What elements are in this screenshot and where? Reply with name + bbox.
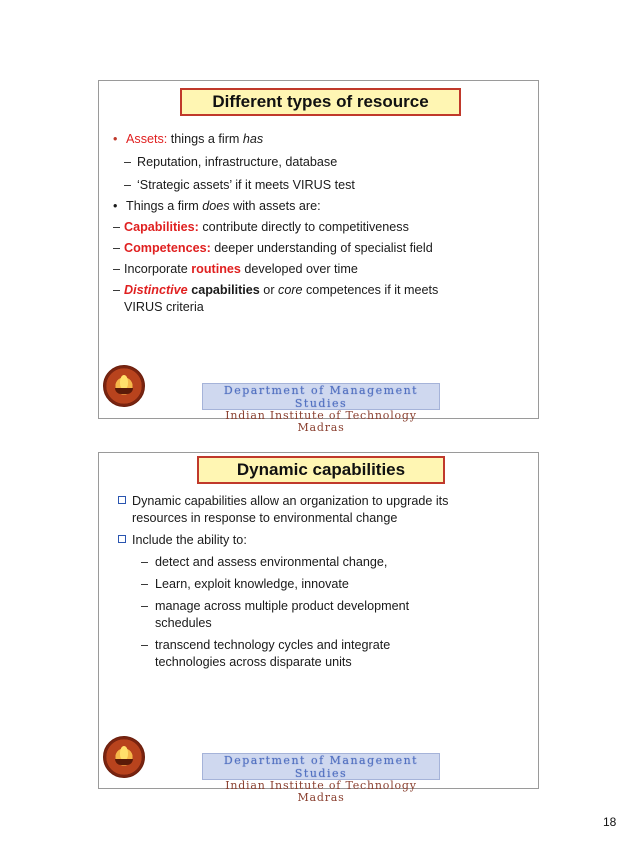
core-emphasis: core [278,283,303,297]
things-text: Things a firm [126,199,203,213]
routines-label: routines [191,262,241,276]
sub-bullet-manage-continuation [117,615,532,632]
dash-icon: – [141,577,149,591]
bullet-text: Dynamic capabilities allow an organization to upgrade its [132,494,449,508]
dash-icon: – [113,283,121,297]
capabilities-label: Capabilities: [124,220,199,234]
footer-department: Department of Management Studies [223,384,419,410]
bullet-things-firm-does [111,198,531,215]
assets-text: things a firm [167,132,243,146]
checkbox-icon [118,496,126,504]
checkbox-bullet-dynamic [117,493,532,510]
footer-institute: Indian Institute of Technology Madras [225,779,417,804]
bullet-dot-icon: • [113,132,118,146]
dash-icon: – [141,599,149,613]
item-routines [111,261,531,278]
virus-criteria-text: VIRUS criteria [124,300,204,314]
dash-icon: – [141,555,149,569]
assets-label: Assets: [126,132,168,146]
sub-bullet-detect [117,554,532,571]
or-text: or [259,283,279,297]
capabilities-text: contribute directly to competitiveness [198,220,409,234]
slide-title: Different types of resource [180,88,461,116]
item-distinctive-capabilities [111,282,531,299]
routines-text: Incorporate [124,262,192,276]
competences-text: deeper understanding of specialist field [210,241,433,255]
sub-bullet-strategic-assets [111,177,531,194]
dash-icon: – [113,220,121,234]
competences-label: Competences: [124,241,211,255]
dash-icon: – [113,262,121,276]
checkbox-bullet-continuation [117,510,532,527]
distinctive-text-end: competences if it meets [302,283,439,297]
footer-institute: Indian Institute of Technology Madras [225,409,417,434]
item-distinctive-continuation [111,299,531,316]
item-capabilities [111,219,531,236]
sub-bullet-text: Learn, exploit knowledge, innovate [155,577,349,591]
sub-bullet-text: technologies across disparate units [155,655,352,669]
checkbox-bullet-include [117,532,532,549]
item-competences [111,240,531,257]
dash-icon: – [124,155,132,169]
footer-department: Department of Management Studies [223,754,419,780]
slide-title: Dynamic capabilities [197,456,445,484]
dash-icon: – [124,178,132,192]
bullet-dot-icon: • [113,199,118,213]
footer-banner [202,753,440,804]
sub-bullet-reputation [111,154,531,171]
iit-seal-icon [103,365,145,407]
bullet-text: Include the ability to: [132,533,247,547]
dash-icon: – [141,638,149,652]
bullet-assets [111,131,531,148]
slide-different-types-of-resource [98,80,539,434]
slide-content [111,131,531,316]
assets-emphasis: has [242,132,264,146]
footer-banner [202,383,440,434]
sub-bullet-transcend-continuation [117,654,532,671]
slide-content [117,493,532,671]
capabilities-bold: capabilities [187,283,260,297]
sub-bullet-text: transcend technology cycles and integrate [155,638,391,652]
iit-seal-icon [103,736,145,778]
bullet-text: resources in response to environmental change [132,511,398,525]
slide-dynamic-capabilities [98,452,539,804]
sub-bullet-text: detect and assess environmental change, [155,555,388,569]
sub-bullet-manage [117,598,532,615]
sub-bullet-text: Reputation, infrastructure, database [137,155,338,169]
things-text-end: with assets are: [229,199,321,213]
dash-icon: – [113,241,121,255]
sub-bullet-text: schedules [155,616,212,630]
page-number: 18 [603,815,617,829]
sub-bullet-transcend [117,637,532,654]
sub-bullet-text: manage across multiple product development [155,599,410,613]
sub-bullet-learn [117,576,532,593]
routines-text-end: developed over time [240,262,358,276]
sub-bullet-text: ‘Strategic assets’ if it meets VIRUS test [137,178,355,192]
checkbox-icon [118,535,126,543]
things-emphasis: does [202,199,230,213]
distinctive-label: Distinctive [124,283,188,297]
